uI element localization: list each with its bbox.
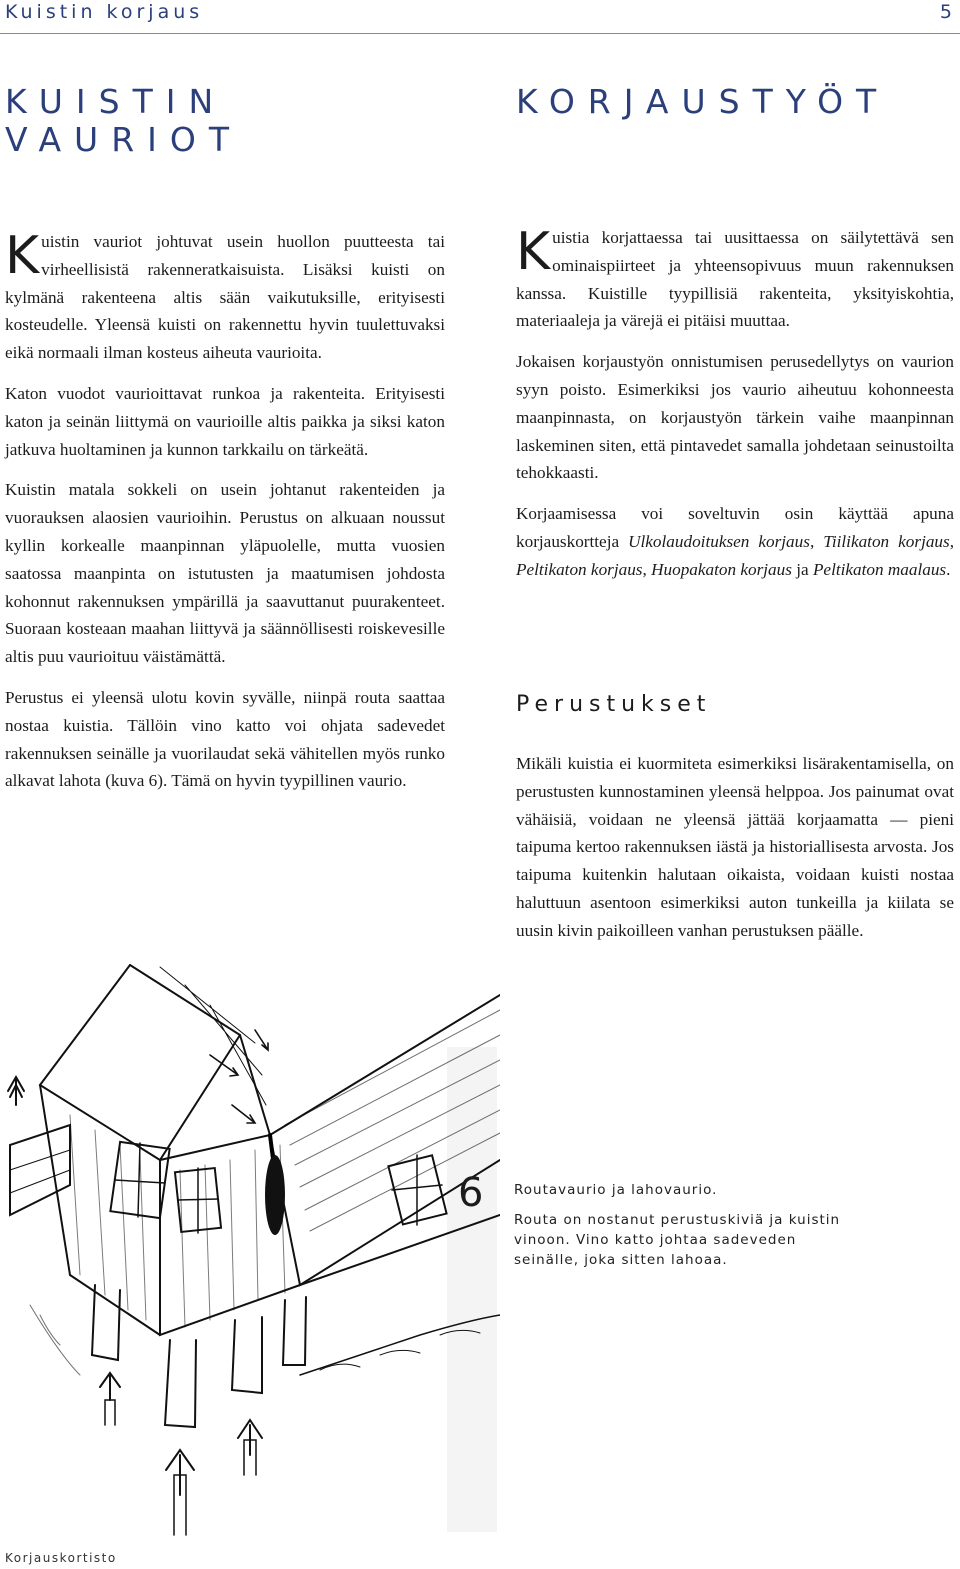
p3-text-a: Korjaamisessa voi soveltuvin osin käyttää apuna korjauskortteja [516, 504, 954, 551]
subheading-perustukset: Perustukset [516, 692, 712, 717]
figure-number: 6 [458, 1170, 484, 1216]
left-title-line-1: KUISTIN [5, 82, 227, 121]
left-paragraph-1-text: uistin vauriot johtuvat usein huollon puutteesta tai virheellisistä rakenneratkaisuista. Lisäksi kuisti on kylmänä rakenteena altis sään vaikutuksille, erityisesti kosteudelle. Yleensä kuisti on rakennettu hyvin tuulettuvaksi eikä normaali ilman kosteus aiheuta vaurioita. [5, 232, 445, 363]
p3-text-e: ja [791, 559, 813, 579]
right-drop-cap: K [516, 222, 551, 282]
ref-peltikaton-maalaus: Peltikaton maalaus [812, 559, 947, 579]
right-paragraph-3 [516, 500, 954, 583]
right-column-top [516, 224, 954, 597]
left-section-title [5, 83, 242, 159]
p3-text-b: , [809, 531, 824, 551]
left-drop-cap: K [5, 226, 40, 286]
ref-peltikatto: Peltikaton korjaus [516, 559, 643, 579]
right-paragraph-1-text: uistia korjattaessa tai uusittaessa on säilytettävä sen ominaispiirteet ja yhteensopivuus muun rakennuksen kanssa. Kuistille tyypillisiä rakenteita, yksityiskohtia, materiaaleja ja värejä ei pitäisi muuttaa. [516, 228, 954, 331]
left-title-line-2: VAURIOT [5, 120, 242, 159]
running-header-title: Kuistin korjaus [5, 1, 204, 23]
page-number: 5 [939, 1, 952, 23]
right-paragraph-1 [516, 224, 954, 335]
right-paragraph-2: Jokaisen korjaustyön onnistumisen perusedellytys on vaurion syyn poisto. Esimerkiksi jos vaurio aiheutuu kohonneesta maanpinnasta, on korjaustyön tärkein vaihe maanpinnan laskeminen siten, että pintavedet samalla johdetaan seinustoilta tehokkaasti. [516, 352, 954, 483]
p3-text-d: , [642, 559, 652, 579]
ref-ulkolaudoitus: Ulkolaudoituksen korjaus [628, 531, 810, 551]
tree-icon [8, 1077, 24, 1105]
left-paragraph-4: Perustus ei yleensä ulotu kovin syvälle, niinpä routa saattaa nostaa kuistia. Tällöin vino katto voi ohjata sadevedet rakennuksen seinälle ja vuorilaudat sekä vähitellen myös runko alkavat lahota (kuva 6). Tämä on hyvin tyypillinen vaurio. [5, 687, 445, 791]
p3-text-c: , [949, 531, 955, 551]
left-paragraph-1 [5, 228, 445, 367]
p3-text-f: . [946, 559, 951, 579]
left-column [5, 228, 445, 808]
porch-damage-illustration [0, 955, 500, 1545]
ref-huopakatto: Huopakaton korjaus [651, 559, 792, 579]
header-rule [0, 33, 960, 34]
ref-tiilikatto: Tiilikaton korjaus [823, 531, 950, 551]
right-column-bottom [516, 750, 954, 958]
footer-label: Korjauskortisto [5, 1551, 117, 1565]
right-section-title: KORJAUSTYÖT [516, 82, 890, 121]
right-paragraph-4: Mikäli kuistia ei kuormiteta esimerkiksi lisärakentamisella, on perustusten kunnostaminen yleensä helppoa. Jos painumat ovat vähäisiä, voidaan ne yleensä jättää korjaamatta — pieni taipuma kertoo rakennuksen iästä ja historiallisesta arvosta. Jos taipuma kuitenkin halutaan oikaista, voidaan kuisti nostaa haluttuun asentoon esimerkiksi auton tunkeilla ja kiilata se uusin kivin paikoilleen vanhan perustuksen päälle. [516, 754, 954, 940]
figure-caption-title: Routavaurio ja lahovaurio. [514, 1182, 718, 1198]
left-paragraph-3: Kuistin matala sokkeli on usein johtanut rakenteiden ja vuorauksen alaosien vaurioihin. Perustus on alkuaan noussut kyllin korkealle maanpinnan yläpuolelle, mutta vuosien saatossa maanpinta on istutusten ja maatumisen johdosta kohonnut rakennuksen ympärillä ja saavuttanut puurakenteet. Suoraan kosteaan maahan liittyvä ja säännöllisesti roiskevesille altis puu vaurioituu väistämättä. [5, 480, 445, 667]
left-paragraph-2: Katon vuodot vaurioittavat runkoa ja rakenteita. Erityisesti katon ja seinän liittymä on vaurioille altis paikka ja siksi katon jatkuva huoltaminen ja kunnon tarkkailu on tärkeätä. [5, 383, 445, 459]
figure-caption-body: Routa on nostanut perustuskiviä ja kuistin vinoon. Vino katto johtaa sadeveden seinälle, joka sitten lahoaa. [514, 1212, 841, 1268]
